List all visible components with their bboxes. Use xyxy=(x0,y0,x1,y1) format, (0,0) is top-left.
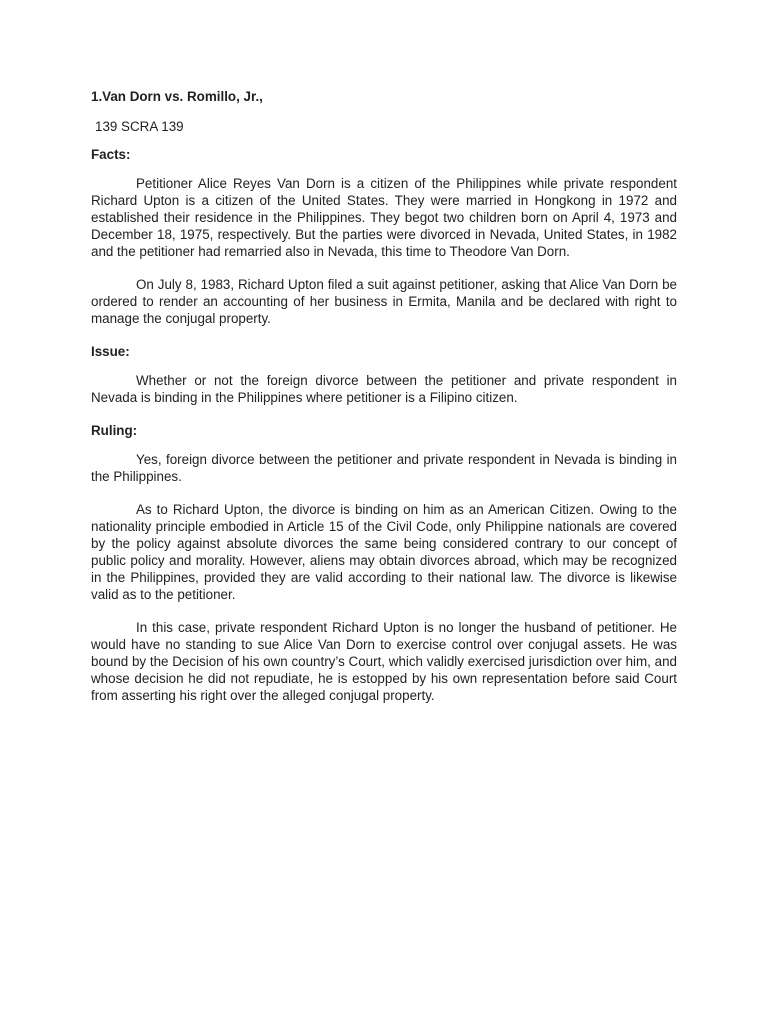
issue-heading: Issue: xyxy=(91,344,130,359)
ruling-paragraph: In this case, private respondent Richard Upton is no longer the husband of petitioner. He would have no standing to sue Alice Van Dorn to exercise control over conjugal assets. He was bound by the Decision of his own country’s Court, which validly exercised jurisdiction over him, and whose decision he did not repudiate, he is estopped by his own representation before said Court from asserting his right over the alleged conjugal property. xyxy=(91,620,677,703)
facts-paragraph: Petitioner Alice Reyes Van Dorn is a citizen of the Philippines while private respondent Richard Upton is a citizen of the United States. They were married in Hongkong in 1972 and established their residence in the Philippines. They begot two children born on April 4, 1973 and December 18, 1975, respectively. But the parties were divorced in Nevada, United States, in 1982 and the petitioner had remarried also in Nevada, this time to Theodore Van Dorn. xyxy=(91,176,677,259)
issue-paragraph: Whether or not the foreign divorce between the petitioner and private respondent in Nevada is binding in the Philippines where petitioner is a Filipino citizen. xyxy=(91,373,677,405)
case-title: 1.Van Dorn vs. Romillo, Jr., xyxy=(91,89,263,104)
facts-paragraph: On July 8, 1983, Richard Upton filed a suit against petitioner, asking that Alice Van Dorn be ordered to render an accounting of her business in Ermita, Manila and be declared with right to manage the conjugal property. xyxy=(91,277,677,326)
case-citation: 139 SCRA 139 xyxy=(95,119,184,134)
document-page xyxy=(91,88,677,720)
facts-heading: Facts: xyxy=(91,147,131,162)
ruling-heading: Ruling: xyxy=(91,423,138,438)
ruling-paragraph: As to Richard Upton, the divorce is binding on him as an American Citizen. Owing to the nationality principle embodied in Article 15 of the Civil Code, only Philippine nationals are covered by the policy against absolute divorces the same being considered contrary to our concept of public policy and morality. However, aliens may obtain divorces abroad, which may be recognized in the Philippines, provided they are valid according to their national law. The divorce is likewise valid as to the petitioner. xyxy=(91,502,677,602)
ruling-paragraph: Yes, foreign divorce between the petitioner and private respondent in Nevada is binding in the Philippines. xyxy=(91,452,677,484)
